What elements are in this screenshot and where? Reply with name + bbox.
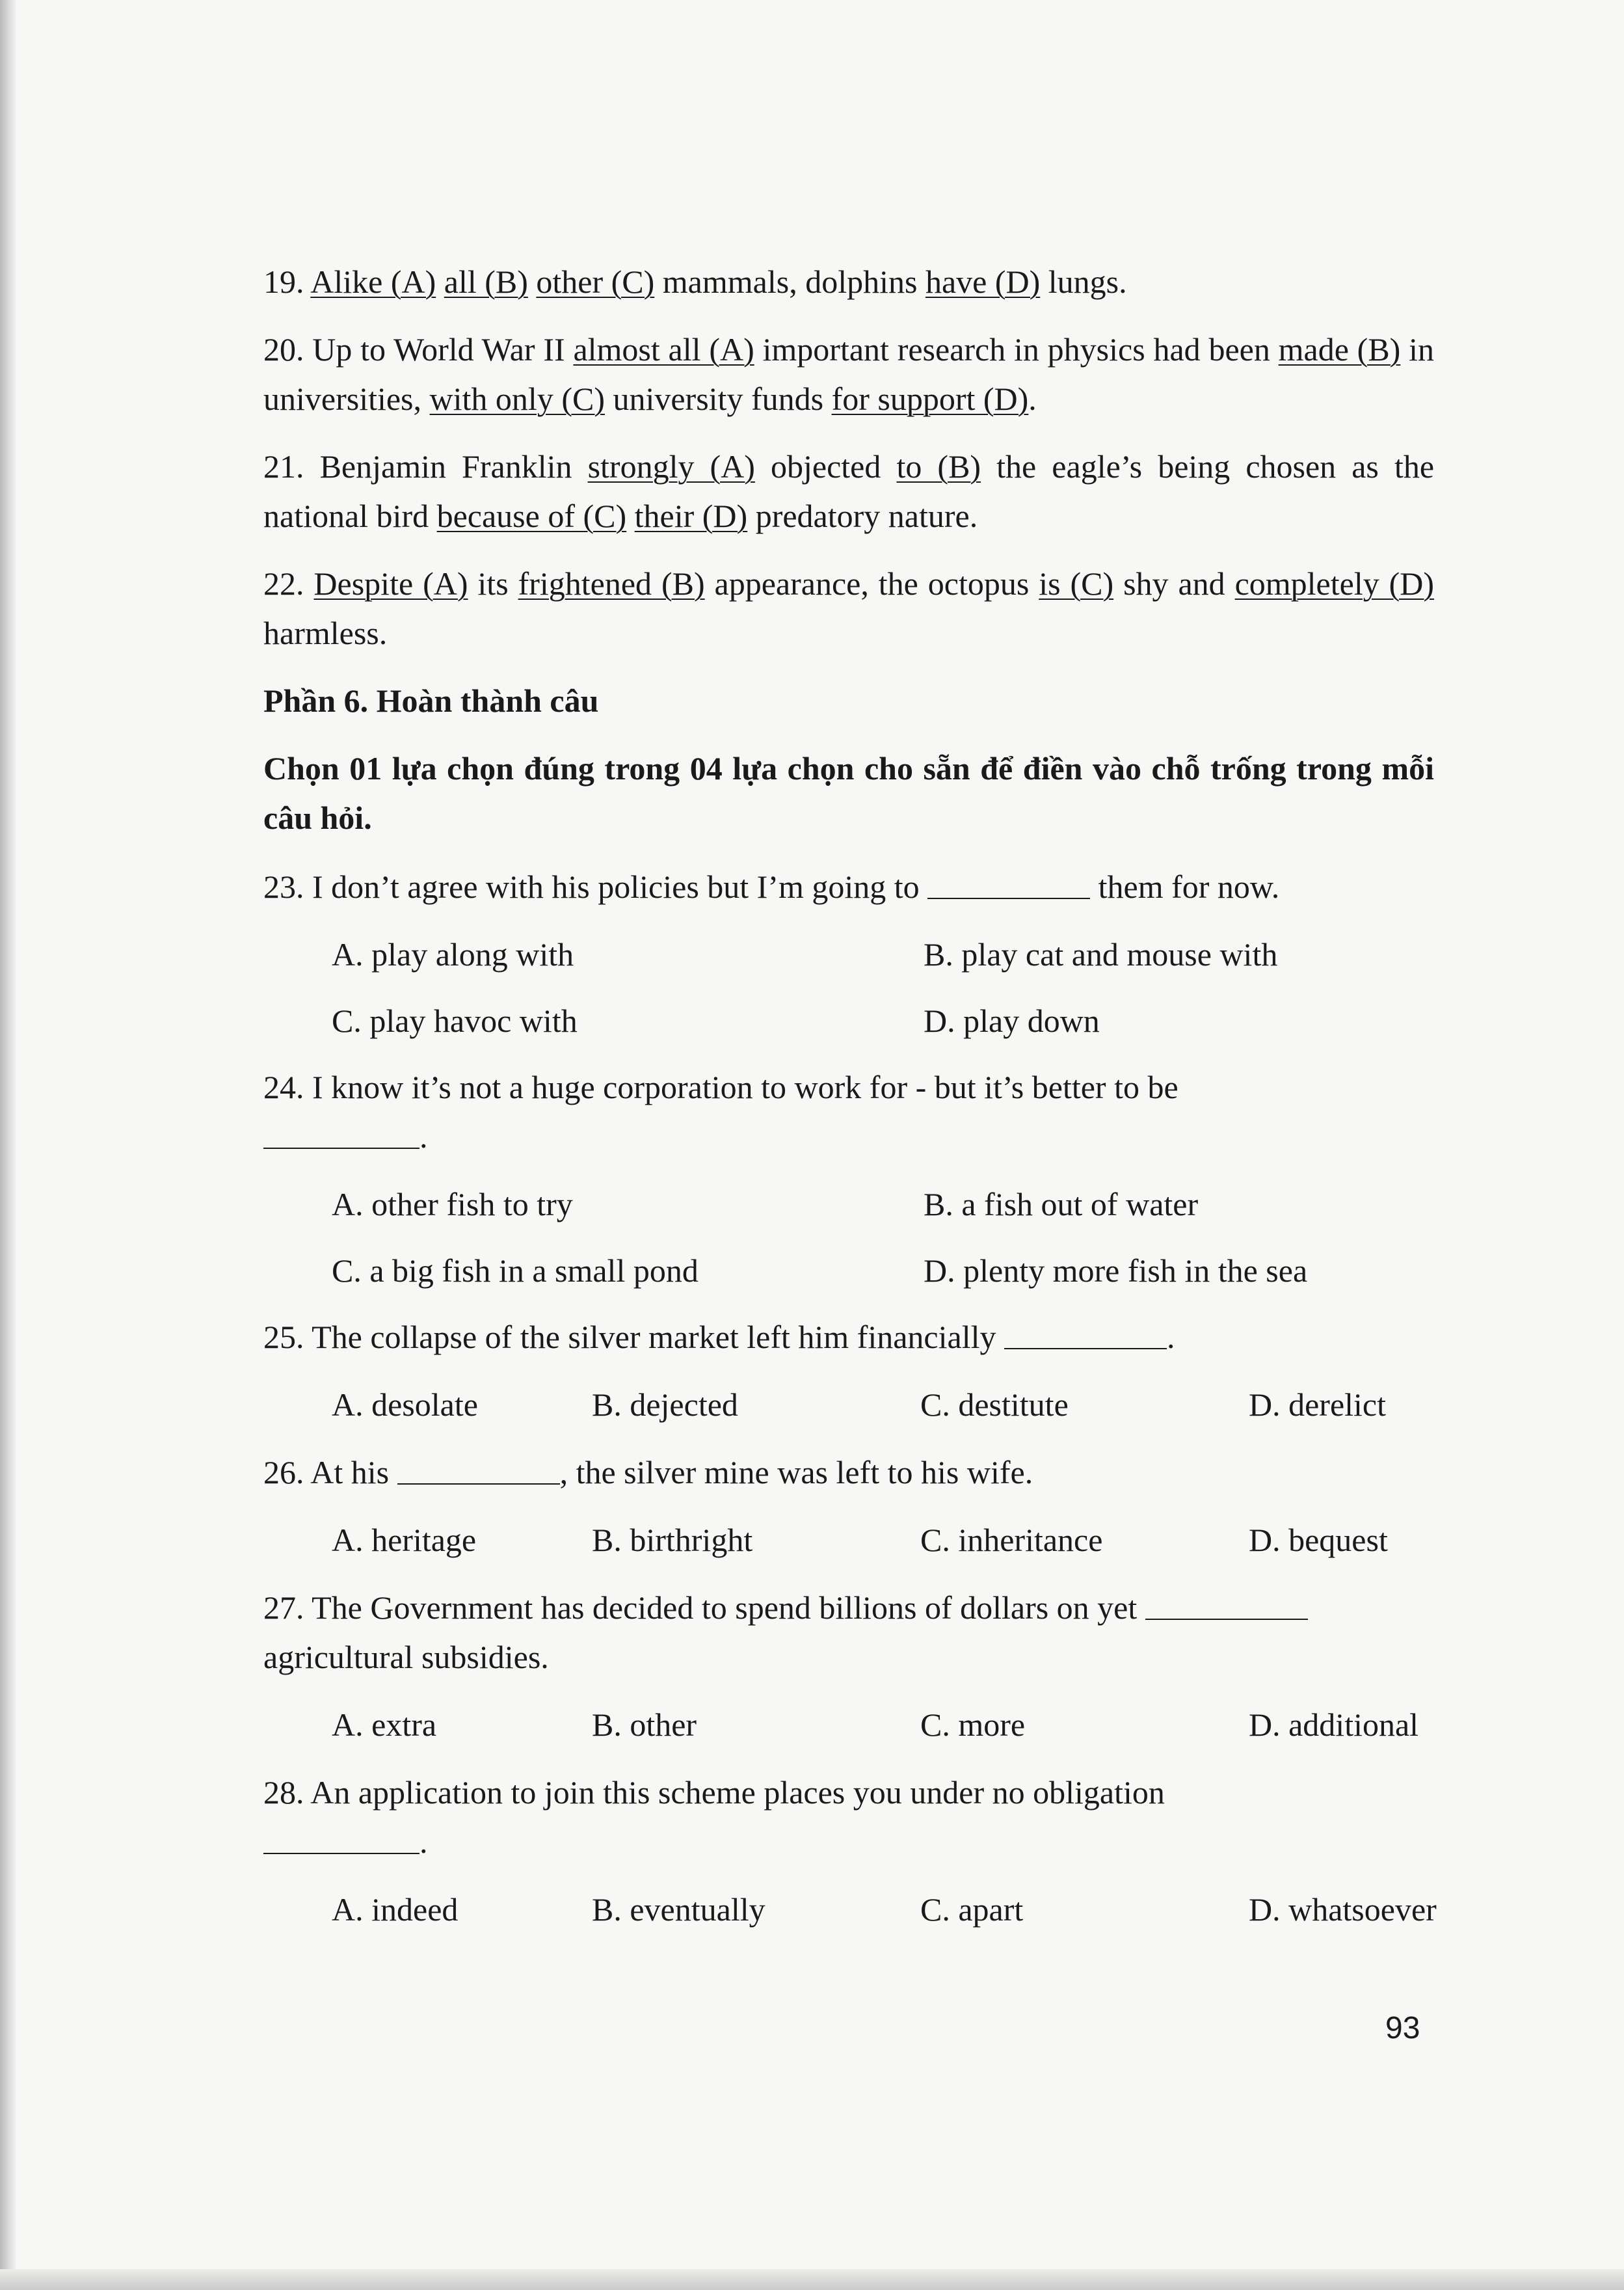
question-19: 19. Alike (A) all (B) other (C) mammals, dolphins have (D) lungs. <box>263 263 1127 300</box>
q20-part-b: made (B) <box>1278 331 1401 368</box>
answer-blank <box>397 1452 560 1485</box>
q19-part-d: have (D) <box>925 263 1041 300</box>
q21-part-b: to (B) <box>896 448 981 485</box>
scan-edge-bottom <box>0 2269 1624 2290</box>
page-content <box>263 257 1437 1952</box>
q26-option-b[interactable]: B. birthright <box>592 1522 753 1558</box>
q21-part-c: because of (C) <box>436 498 627 534</box>
q20-part-c: with only (C) <box>429 381 605 417</box>
q24-option-d[interactable]: D. plenty more fish in the sea <box>924 1252 1308 1289</box>
q25-options <box>263 1380 1434 1429</box>
question-21: 21. Benjamin Franklin strongly (A) objected to (B) the eagle’s being chosen as the national bird because of (C) their (D) predatory nature. <box>263 448 1435 534</box>
q20-part-d: for support (D) <box>831 381 1029 417</box>
q22-part-a: Despite (A) <box>313 565 468 602</box>
q28-option-c[interactable]: C. apart <box>920 1891 1024 1928</box>
q23-option-a[interactable]: A. play along with <box>332 936 574 973</box>
q25-option-d[interactable]: D. derelict <box>1249 1386 1387 1423</box>
q27-option-c[interactable]: C. more <box>920 1706 1026 1743</box>
section-instruction: Chọn 01 lựa chọn đúng trong 04 lựa chọn cho sẵn để điền vào chỗ trống trong mỗi câu hỏi. <box>263 750 1434 836</box>
question-26: 26. At his , the silver mine was left to his wife. <box>263 1448 1434 1497</box>
q23-option-d[interactable]: D. play down <box>924 1003 1100 1039</box>
q27-option-b[interactable]: B. other <box>592 1706 697 1743</box>
question-28: 28. An application to join this scheme places you under no obligation . <box>263 1774 1165 1860</box>
q26-option-c[interactable]: C. inheritance <box>920 1522 1103 1558</box>
q25-option-a[interactable]: A. desolate <box>332 1386 478 1423</box>
q28-option-b[interactable]: B. eventually <box>592 1891 765 1928</box>
q20-part-a: almost all (A) <box>573 331 754 368</box>
section-heading: Phần 6. Hoàn thành câu <box>263 682 599 719</box>
q28-option-d[interactable]: D. whatsoever <box>1249 1891 1437 1928</box>
question-23: 23. I don’t agree with his policies but I’m going to them for now. <box>263 862 1434 911</box>
q27-option-d[interactable]: D. additional <box>1249 1706 1419 1743</box>
question-20: 20. Up to World War II almost all (A) important research in physics had been made (B) in universities, with only (C) university funds for support (D). <box>263 331 1435 417</box>
q24-option-b[interactable]: B. a fish out of water <box>924 1186 1199 1222</box>
q26-options <box>263 1515 1434 1565</box>
q24-option-a[interactable]: A. other fish to try <box>332 1186 573 1222</box>
q22-part-b: frightened (B) <box>518 565 705 602</box>
q23-option-c[interactable]: C. play havoc with <box>332 1003 578 1039</box>
q25-option-b[interactable]: B. dejected <box>592 1386 738 1423</box>
q23-option-b[interactable]: B. play cat and mouse with <box>924 936 1278 973</box>
q21-part-a: strongly (A) <box>587 448 755 485</box>
q19-part-a: Alike (A) <box>310 263 436 300</box>
q22-part-c: is (C) <box>1039 565 1114 602</box>
q19-part-c: other (C) <box>536 263 655 300</box>
answer-blank <box>1145 1587 1308 1620</box>
q22-part-d: completely (D) <box>1234 565 1435 602</box>
question-25: 25. The collapse of the silver market left him financially . <box>263 1312 1434 1362</box>
answer-blank <box>263 1822 419 1854</box>
question-24: 24. I know it’s not a huge corporation to work for - but it’s better to be . <box>263 1069 1178 1155</box>
q25-option-c[interactable]: C. destitute <box>920 1386 1069 1423</box>
q26-option-d[interactable]: D. bequest <box>1249 1522 1388 1558</box>
question-22: 22. Despite (A) its frightened (B) appearance, the octopus is (C) shy and completely (D) harmless. <box>263 565 1435 651</box>
q28-options <box>263 1885 1437 1934</box>
q27-option-a[interactable]: A. extra <box>332 1706 437 1743</box>
answer-blank <box>1004 1317 1167 1349</box>
question-27: 27. The Government has decided to spend billions of dollars on yet agricultural subsidies. <box>263 1583 1434 1682</box>
answer-blank <box>263 1116 419 1149</box>
q19-part-b: all (B) <box>444 263 528 300</box>
q24-options <box>263 1179 1434 1295</box>
page-number: 93 <box>1385 2011 1420 2045</box>
q27-options <box>263 1700 1434 1749</box>
answer-blank <box>927 867 1090 899</box>
scan-edge-left <box>0 0 16 2290</box>
q28-option-a[interactable]: A. indeed <box>332 1891 459 1928</box>
q26-option-a[interactable]: A. heritage <box>332 1522 477 1558</box>
q21-part-d: their (D) <box>634 498 748 534</box>
q23-options <box>263 930 1434 1045</box>
q24-option-c[interactable]: C. a big fish in a small pond <box>332 1252 699 1289</box>
